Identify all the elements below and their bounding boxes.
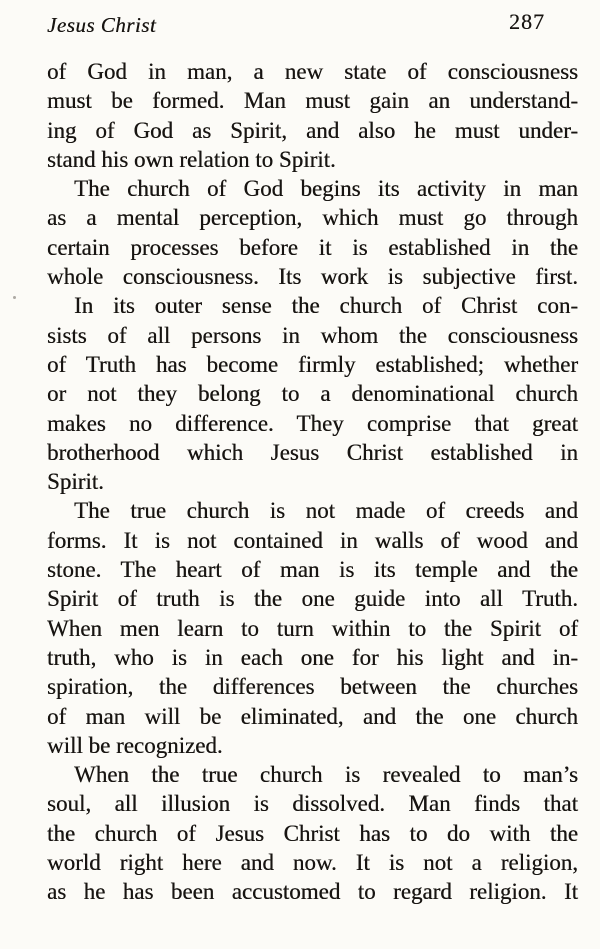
text-line: must be formed. Man must gain an understand- xyxy=(47,88,578,114)
text-line: soul, all illusion is dissolved. Man finds that xyxy=(47,791,578,817)
text-line: The church of God begins its activity in man xyxy=(74,176,578,202)
text-line: as he has been accustomed to regard religion. It xyxy=(47,879,578,905)
text-line: When the true church is revealed to man’s xyxy=(74,762,578,788)
page-number: 287 xyxy=(509,9,545,34)
text-line: certain processes before it is established in the xyxy=(47,234,578,260)
running-title: Jesus Christ xyxy=(47,13,157,37)
scan-speck xyxy=(13,296,16,299)
page-text xyxy=(47,57,578,907)
text-line: In its outer sense the church of Christ con- xyxy=(74,293,578,319)
text-line: of Truth has become firmly established; whether xyxy=(47,351,578,377)
text-line: stand his own relation to Spirit. xyxy=(47,146,336,172)
text-line: Spirit. xyxy=(47,469,104,495)
text-line: whole consciousness. Its work is subjective first. xyxy=(47,264,578,290)
text-line: The true church is not made of creeds and xyxy=(74,498,578,524)
text-line: world right here and now. It is not a religion, xyxy=(47,850,578,876)
text-line: will be recognized. xyxy=(47,732,223,758)
text-line: stone. The heart of man is its temple and the xyxy=(47,557,578,583)
text-line: sists of all persons in whom the consciousness xyxy=(47,322,578,348)
text-line: forms. It is not contained in walls of wood and xyxy=(47,527,578,553)
text-line: as a mental perception, which must go through xyxy=(47,205,578,231)
text-line: Spirit of truth is the one guide into all Truth. xyxy=(47,586,578,612)
text-line: brotherhood which Jesus Christ established in xyxy=(47,439,578,465)
text-line: makes no difference. They comprise that great xyxy=(47,410,578,436)
text-line: or not they belong to a denominational church xyxy=(47,381,578,407)
text-line: of man will be eliminated, and the one church xyxy=(47,703,578,729)
text-line: spiration, the differences between the churches xyxy=(47,674,578,700)
text-line: ing of God as Spirit, and also he must under- xyxy=(47,117,578,143)
text-line: of God in man, a new state of consciousness xyxy=(47,59,578,84)
text-line: the church of Jesus Christ has to do with the xyxy=(47,820,578,846)
text-line: When men learn to turn within to the Spirit of xyxy=(47,615,578,641)
text-line: truth, who is in each one for his light and in- xyxy=(47,644,578,670)
